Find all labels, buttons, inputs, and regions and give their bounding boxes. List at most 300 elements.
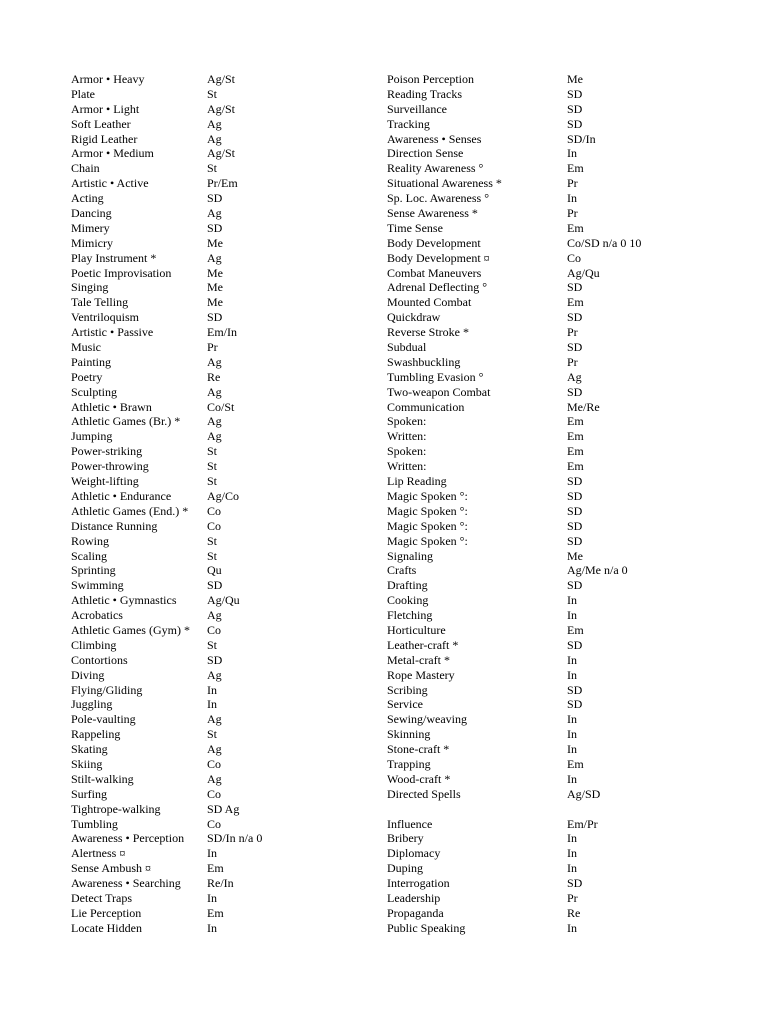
skill-row bbox=[71, 251, 262, 266]
skill-row bbox=[71, 325, 262, 340]
skill-row bbox=[387, 608, 641, 623]
skill-row bbox=[71, 459, 262, 474]
skill-stat: SD Ag bbox=[207, 801, 240, 816]
skill-name: Skating bbox=[71, 742, 108, 757]
skill-row bbox=[387, 117, 641, 132]
skill-stat: In bbox=[207, 697, 217, 712]
skill-row bbox=[387, 683, 641, 698]
skill-row bbox=[387, 221, 641, 236]
skill-stat: Ag/Co bbox=[207, 488, 240, 503]
skill-name: Direction Sense bbox=[387, 146, 464, 161]
skill-stat: SD/In bbox=[567, 131, 596, 146]
skill-row bbox=[71, 295, 262, 310]
skill-name: Athletic Games (Gym) * bbox=[71, 622, 190, 637]
skill-row bbox=[71, 623, 262, 638]
skill-row bbox=[387, 831, 641, 846]
skill-stat: St bbox=[207, 444, 218, 459]
skill-name: Skinning bbox=[387, 727, 431, 742]
skill-name: Magic Spoken °: bbox=[387, 518, 468, 533]
skill-name: Drafting bbox=[387, 578, 428, 593]
skill-name: Armor • Medium bbox=[71, 146, 154, 161]
skill-name: Alertness ¤ bbox=[71, 846, 126, 861]
skill-row bbox=[387, 280, 641, 295]
skill-row bbox=[387, 563, 641, 578]
skill-name: Leather-craft * bbox=[387, 637, 459, 652]
skill-row bbox=[387, 742, 641, 757]
skill-name: Sewing/weaving bbox=[387, 712, 467, 727]
skill-stat: Em bbox=[567, 414, 584, 429]
skill-row bbox=[387, 355, 641, 370]
skill-name: Magic Spoken °: bbox=[387, 533, 468, 548]
skill-row bbox=[71, 370, 262, 385]
skill-row bbox=[387, 310, 641, 325]
skill-stat: SD bbox=[567, 578, 583, 593]
skill-name: Surveillance bbox=[387, 101, 447, 116]
skill-row bbox=[387, 444, 641, 459]
skill-row bbox=[387, 102, 641, 117]
skill-stat: In bbox=[567, 861, 577, 876]
skill-stat: In bbox=[567, 920, 577, 935]
skill-row bbox=[71, 117, 262, 132]
skill-stat: Pr bbox=[567, 206, 578, 221]
skill-row bbox=[387, 251, 641, 266]
skill-row bbox=[387, 757, 641, 772]
skill-name: Poetry bbox=[71, 369, 103, 384]
skill-name: Written: bbox=[387, 459, 427, 474]
skill-row bbox=[71, 176, 262, 191]
skill-row bbox=[387, 906, 641, 921]
skill-name: Quickdraw bbox=[387, 310, 441, 325]
skill-name: Poetic Improvisation bbox=[71, 265, 172, 280]
skill-row bbox=[387, 578, 641, 593]
skill-name: Skiing bbox=[71, 756, 103, 771]
skill-stat: In bbox=[207, 682, 217, 697]
skill-name: Ventriloquism bbox=[71, 310, 139, 325]
skill-stat: Ag bbox=[207, 667, 222, 682]
skill-stat: SD/In n/a 0 bbox=[207, 831, 263, 846]
skill-name: Artistic • Active bbox=[71, 176, 149, 191]
skill-row bbox=[387, 727, 641, 742]
skill-stat: Re/In bbox=[207, 876, 234, 891]
skill-name: Contortions bbox=[71, 652, 128, 667]
skill-row bbox=[387, 459, 641, 474]
skill-stat: SD bbox=[567, 876, 583, 891]
skill-stat: Ag bbox=[207, 742, 222, 757]
skill-name: Tale Telling bbox=[71, 295, 129, 310]
skill-row bbox=[71, 72, 262, 87]
skill-stat: In bbox=[207, 920, 217, 935]
skill-stat: SD bbox=[567, 340, 583, 355]
skill-stat: Ag bbox=[207, 712, 222, 727]
skill-name: Climbing bbox=[71, 637, 117, 652]
skill-name: Awareness • Perception bbox=[71, 831, 185, 846]
skill-row bbox=[71, 444, 262, 459]
skill-stat: In bbox=[207, 890, 217, 905]
skill-name: Spoken: bbox=[387, 444, 427, 459]
skill-stat: Em bbox=[567, 429, 584, 444]
skill-row bbox=[387, 161, 641, 176]
skill-stat: Ag/Qu bbox=[567, 265, 600, 280]
skill-row bbox=[71, 876, 262, 891]
skill-name: Diving bbox=[71, 667, 105, 682]
skill-stat: Ag bbox=[207, 608, 222, 623]
skill-stat: Pr bbox=[567, 354, 578, 369]
skill-name: Cooking bbox=[387, 593, 429, 608]
skill-stat: Ag bbox=[207, 429, 222, 444]
skill-name: Rigid Leather bbox=[71, 131, 138, 146]
skill-stat: SD bbox=[567, 384, 583, 399]
skill-stat: In bbox=[567, 771, 577, 786]
skill-name: Painting bbox=[71, 354, 112, 369]
skill-row bbox=[71, 727, 262, 742]
skill-name: Athletic • Gymnastics bbox=[71, 593, 177, 608]
skill-row bbox=[71, 638, 262, 653]
skill-name: Reverse Stroke * bbox=[387, 325, 469, 340]
skill-name: Sculpting bbox=[71, 384, 118, 399]
skill-row bbox=[71, 385, 262, 400]
skill-row bbox=[71, 921, 262, 936]
skill-stat: Em bbox=[567, 295, 584, 310]
skill-name: Service bbox=[387, 697, 423, 712]
skill-name: Crafts bbox=[387, 563, 417, 578]
skill-stat: Me bbox=[207, 295, 223, 310]
skill-name: Athletic • Brawn bbox=[71, 399, 152, 414]
skill-stat: Em bbox=[207, 861, 224, 876]
skill-stat: Re bbox=[567, 905, 581, 920]
skill-stat: Ag/St bbox=[207, 101, 236, 116]
skill-row bbox=[71, 861, 262, 876]
skill-row bbox=[387, 921, 641, 936]
skill-row bbox=[387, 325, 641, 340]
skill-row bbox=[71, 504, 262, 519]
skill-row bbox=[71, 891, 262, 906]
skill-stat: St bbox=[207, 533, 218, 548]
skill-stat: Co bbox=[207, 518, 222, 533]
skill-stat: Em bbox=[567, 161, 584, 176]
skill-name: Plate bbox=[71, 86, 95, 101]
skill-stat: Ag bbox=[207, 771, 222, 786]
skill-name: Fletching bbox=[387, 608, 433, 623]
skill-stat: In bbox=[567, 727, 577, 742]
skill-name: Soft Leather bbox=[71, 116, 131, 131]
skill-stat: Qu bbox=[207, 563, 222, 578]
skill-name: Tracking bbox=[387, 116, 430, 131]
skill-row bbox=[71, 608, 262, 623]
skill-row bbox=[387, 146, 641, 161]
skill-name: Swimming bbox=[71, 578, 124, 593]
skill-row bbox=[71, 146, 262, 161]
skill-row bbox=[387, 787, 641, 802]
skill-stat: St bbox=[207, 459, 218, 474]
skill-name: Reality Awareness ° bbox=[387, 161, 484, 176]
skill-name: Play Instrument * bbox=[71, 250, 157, 265]
skill-name: Poison Perception bbox=[387, 72, 474, 86]
skill-row bbox=[387, 817, 641, 832]
skill-stat: SD bbox=[567, 533, 583, 548]
skill-name: Interrogation bbox=[387, 876, 450, 891]
skill-name: Artistic • Passive bbox=[71, 325, 154, 340]
skill-row bbox=[387, 653, 641, 668]
skill-name: Power-throwing bbox=[71, 459, 149, 474]
skill-stat: St bbox=[207, 86, 218, 101]
skill-name: Mimicry bbox=[71, 235, 113, 250]
skill-row bbox=[387, 697, 641, 712]
skill-stat: St bbox=[207, 161, 218, 176]
skill-row bbox=[387, 474, 641, 489]
skill-stat: SD bbox=[567, 101, 583, 116]
skill-row bbox=[387, 712, 641, 727]
skill-row bbox=[71, 668, 262, 683]
skill-stat: SD bbox=[207, 652, 223, 667]
skill-row bbox=[387, 429, 641, 444]
skill-name: Reading Tracks bbox=[387, 86, 462, 101]
skill-row bbox=[387, 846, 641, 861]
skill-row bbox=[71, 653, 262, 668]
skill-row bbox=[387, 593, 641, 608]
skill-stat: St bbox=[207, 474, 218, 489]
skill-stat: Pr bbox=[207, 340, 218, 355]
skill-row bbox=[71, 400, 262, 415]
skill-row bbox=[71, 563, 262, 578]
skill-stat: Me bbox=[567, 548, 583, 563]
skill-row bbox=[71, 102, 262, 117]
skill-row bbox=[387, 861, 641, 876]
skill-row bbox=[387, 623, 641, 638]
skill-stat: SD bbox=[567, 280, 583, 295]
skill-name: Bribery bbox=[387, 831, 424, 846]
skill-name: Propaganda bbox=[387, 905, 444, 920]
skill-name bbox=[387, 802, 567, 817]
skill-stat: SD bbox=[567, 503, 583, 518]
skill-row bbox=[71, 340, 262, 355]
skill-name: Time Sense bbox=[387, 220, 443, 235]
skill-row bbox=[387, 370, 641, 385]
skill-name: Surfing bbox=[71, 786, 107, 801]
skill-name: Detect Traps bbox=[71, 890, 132, 905]
skill-name: Magic Spoken °: bbox=[387, 488, 468, 503]
skill-name: Armor • Heavy bbox=[71, 72, 145, 86]
skill-row bbox=[71, 742, 262, 757]
skill-stat: Em/In bbox=[207, 325, 237, 340]
skill-stat: In bbox=[567, 667, 577, 682]
skill-name: Tumbling Evasion ° bbox=[387, 369, 484, 384]
skill-row bbox=[387, 802, 641, 817]
skill-stat: Re bbox=[207, 369, 221, 384]
skill-name: Mounted Combat bbox=[387, 295, 472, 310]
skill-row bbox=[71, 578, 262, 593]
skill-stat: Ag bbox=[207, 384, 222, 399]
skill-stat: St bbox=[207, 727, 218, 742]
skill-stat: Ag bbox=[207, 116, 222, 131]
skill-name: Juggling bbox=[71, 697, 113, 712]
skill-row bbox=[387, 340, 641, 355]
skill-name: Sense Awareness * bbox=[387, 206, 478, 221]
skill-name: Tightrope-walking bbox=[71, 801, 161, 816]
skill-row bbox=[387, 132, 641, 147]
skill-row bbox=[71, 712, 262, 727]
skill-name: Armor • Light bbox=[71, 101, 140, 116]
skill-name: Body Development bbox=[387, 235, 481, 250]
skill-row bbox=[71, 534, 262, 549]
skill-stat: Ag bbox=[207, 354, 222, 369]
skill-stat: Ag bbox=[207, 131, 222, 146]
skill-name: Awareness • Senses bbox=[387, 131, 482, 146]
skill-stat: Me bbox=[567, 72, 583, 86]
skill-stat: SD bbox=[567, 474, 583, 489]
skill-stat: Ag/Me n/a 0 bbox=[567, 563, 628, 578]
skill-row bbox=[71, 683, 262, 698]
skill-name: Jumping bbox=[71, 429, 113, 444]
skill-name: Athletic Games (End.) * bbox=[71, 503, 189, 518]
skill-row bbox=[71, 593, 262, 608]
skill-row bbox=[387, 772, 641, 787]
skill-stat: Co/St bbox=[207, 399, 235, 414]
skill-stat: Co/SD n/a 0 10 bbox=[567, 235, 642, 250]
skill-stat: SD bbox=[567, 86, 583, 101]
skill-name: Athletic Games (Br.) * bbox=[71, 414, 181, 429]
skill-stat: Em bbox=[567, 622, 584, 637]
skill-stat: Me bbox=[207, 265, 223, 280]
skill-stat: In bbox=[567, 652, 577, 667]
skill-stat: SD bbox=[567, 518, 583, 533]
skill-name: Distance Running bbox=[71, 518, 158, 533]
skill-row bbox=[71, 429, 262, 444]
skill-row bbox=[387, 534, 641, 549]
skill-name: Swashbuckling bbox=[387, 354, 461, 369]
skill-name: Stone-craft * bbox=[387, 742, 450, 757]
skill-stat: Co bbox=[207, 756, 222, 771]
skill-row bbox=[71, 266, 262, 281]
skill-list-left-column bbox=[71, 72, 262, 936]
skill-name: Scaling bbox=[71, 548, 107, 563]
skill-row bbox=[387, 87, 641, 102]
skill-name: Flying/Gliding bbox=[71, 682, 143, 697]
skill-name: Pole-vaulting bbox=[71, 712, 136, 727]
skill-stat: Co bbox=[207, 786, 222, 801]
skill-stat: Co bbox=[207, 816, 222, 831]
skill-stat: In bbox=[567, 712, 577, 727]
skill-stat: SD bbox=[567, 310, 583, 325]
skill-name: Horticulture bbox=[387, 622, 446, 637]
skill-name: Trapping bbox=[387, 756, 431, 771]
skill-name: Leadership bbox=[387, 890, 441, 905]
skill-row bbox=[71, 831, 262, 846]
skill-stat: SD bbox=[567, 488, 583, 503]
skill-row bbox=[71, 280, 262, 295]
skill-row bbox=[387, 191, 641, 206]
skill-stat: SD bbox=[567, 697, 583, 712]
skill-row bbox=[71, 772, 262, 787]
skill-row bbox=[387, 489, 641, 504]
skill-stat: SD bbox=[567, 637, 583, 652]
skill-row bbox=[387, 266, 641, 281]
skill-name: Power-striking bbox=[71, 444, 143, 459]
skill-name: Stilt-walking bbox=[71, 771, 134, 786]
skill-name: Rope Mastery bbox=[387, 667, 455, 682]
skill-name: Acting bbox=[71, 191, 104, 206]
skill-name: Scribing bbox=[387, 682, 428, 697]
skill-row bbox=[387, 295, 641, 310]
skill-stat: Co bbox=[207, 622, 222, 637]
skill-name: Subdual bbox=[387, 340, 427, 355]
skill-row bbox=[71, 817, 262, 832]
skill-stat: Co bbox=[207, 503, 222, 518]
skill-name: Awareness • Searching bbox=[71, 876, 181, 891]
skill-row bbox=[387, 519, 641, 534]
skill-stat: Pr/Em bbox=[207, 176, 238, 191]
skill-name: Directed Spells bbox=[387, 786, 461, 801]
skill-name: Signaling bbox=[387, 548, 434, 563]
skill-name: Acrobatics bbox=[71, 608, 123, 623]
skill-name: Rappeling bbox=[71, 727, 121, 742]
skill-row bbox=[71, 787, 262, 802]
skill-row bbox=[387, 549, 641, 564]
skill-stat: SD bbox=[207, 220, 223, 235]
skill-stat: Em/Pr bbox=[567, 816, 598, 831]
skill-name: Locate Hidden bbox=[71, 920, 142, 935]
skill-row bbox=[71, 697, 262, 712]
skill-name: Diplomacy bbox=[387, 846, 441, 861]
skill-stat: In bbox=[567, 191, 577, 206]
skill-row bbox=[387, 206, 641, 221]
skill-name: Adrenal Deflecting ° bbox=[387, 280, 488, 295]
skill-name: Sense Ambush ¤ bbox=[71, 861, 152, 876]
skill-name: Situational Awareness * bbox=[387, 176, 502, 191]
skill-row bbox=[71, 236, 262, 251]
skill-stat: Pr bbox=[567, 176, 578, 191]
skill-row bbox=[71, 161, 262, 176]
skill-row bbox=[387, 414, 641, 429]
skill-row bbox=[71, 87, 262, 102]
skill-name: Communication bbox=[387, 399, 465, 414]
skill-name: Two-weapon Combat bbox=[387, 384, 491, 399]
skill-name: Lie Perception bbox=[71, 905, 142, 920]
skill-stat: Em bbox=[567, 459, 584, 474]
skill-row bbox=[71, 474, 262, 489]
skill-row bbox=[71, 191, 262, 206]
skill-stat: SD bbox=[207, 191, 223, 206]
skill-row bbox=[71, 221, 262, 236]
skill-stat: Ag/St bbox=[207, 72, 236, 86]
skill-name: Body Development ¤ bbox=[387, 250, 490, 265]
skill-stat: In bbox=[567, 831, 577, 846]
skill-stat: St bbox=[207, 548, 218, 563]
skill-stat: Me/Re bbox=[567, 399, 600, 414]
skill-row bbox=[387, 72, 641, 87]
skill-name: Metal-craft * bbox=[387, 652, 450, 667]
skill-name: Spoken: bbox=[387, 414, 427, 429]
skill-name: Wood-craft * bbox=[387, 771, 451, 786]
skill-row bbox=[387, 891, 641, 906]
skill-name: Duping bbox=[387, 861, 423, 876]
skill-name: Influence bbox=[387, 816, 433, 831]
skill-name: Mimery bbox=[71, 220, 110, 235]
skill-row bbox=[387, 638, 641, 653]
skill-stat: In bbox=[567, 846, 577, 861]
skill-name: Sp. Loc. Awareness ° bbox=[387, 191, 490, 206]
skill-row bbox=[387, 400, 641, 415]
skill-row bbox=[71, 802, 262, 817]
skill-row bbox=[387, 236, 641, 251]
skill-stat: In bbox=[567, 146, 577, 161]
skill-stat: Ag bbox=[207, 250, 222, 265]
skill-stat: In bbox=[567, 608, 577, 623]
skill-stat: SD bbox=[567, 116, 583, 131]
skill-name: Weight-lifting bbox=[71, 474, 139, 489]
skill-name: Rowing bbox=[71, 533, 110, 548]
skill-stat: Em bbox=[567, 444, 584, 459]
skill-row bbox=[71, 757, 262, 772]
